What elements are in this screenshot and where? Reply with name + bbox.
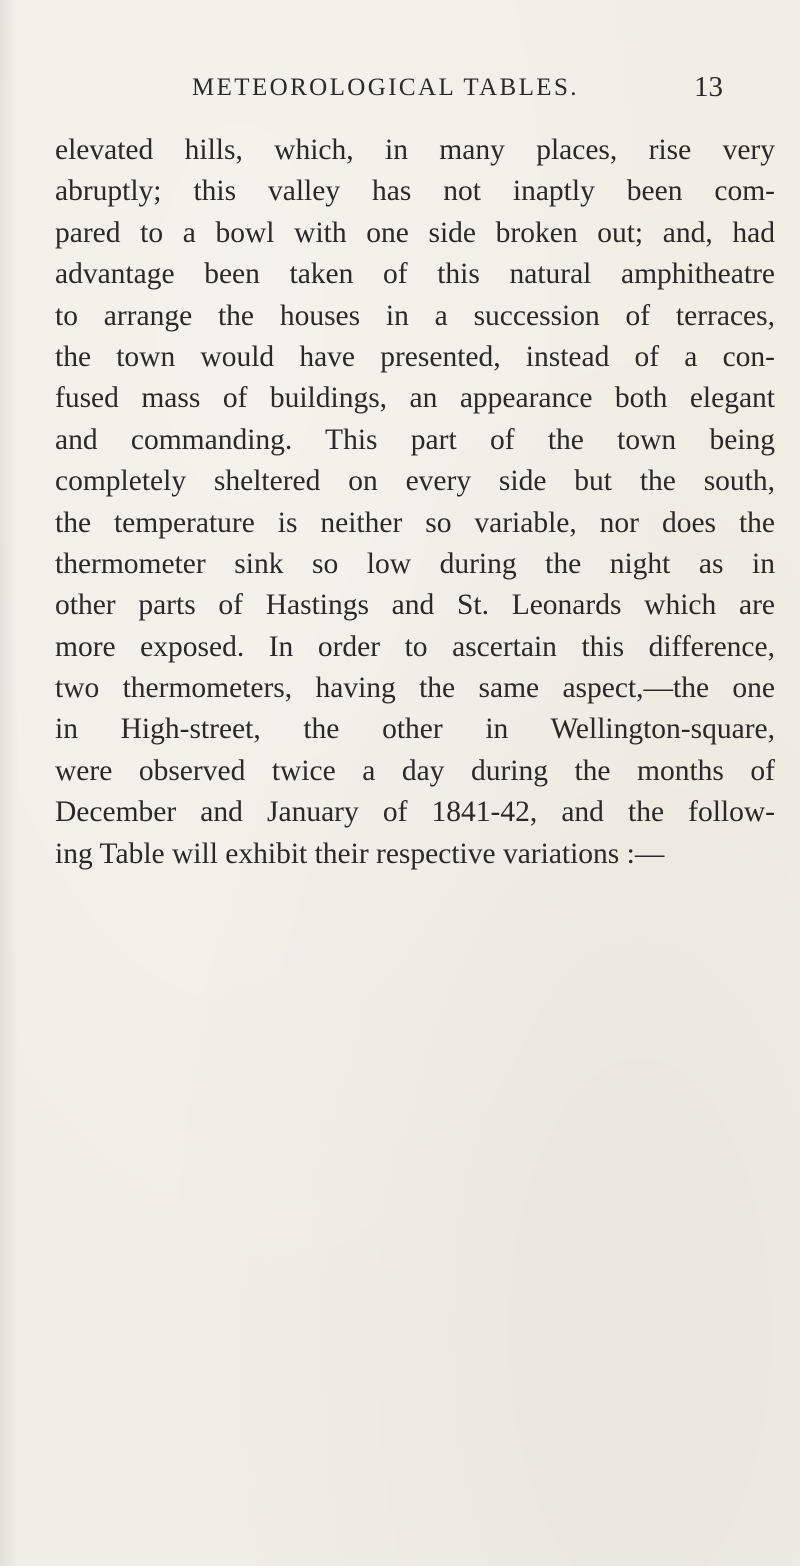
running-head — [0, 71, 800, 114]
text-line: December and January of 1841-42, and the follow- — [55, 796, 775, 829]
text-line: two thermometers, having the same aspect,—the one — [55, 672, 775, 705]
text-line: the town would have presented, instead of a con- — [55, 340, 775, 373]
page-number: 13 — [694, 71, 723, 103]
body-paragraph — [55, 130, 775, 875]
gutter-shadow — [0, 0, 18, 1566]
text-line: elevated hills, which, in many places, rise very — [55, 134, 775, 166]
text-line: the temperature is neither so variable, nor does the — [55, 506, 775, 539]
text-line: ing Table will exhibit their respective variations :— — [55, 837, 665, 870]
text-line: in High-street, the other in Wellington-square, — [55, 713, 775, 746]
text-line: pared to a bowl with one side broken out; and, had — [55, 216, 775, 249]
text-line: fused mass of buildings, an appearance both elegant — [55, 382, 775, 415]
text-line: advantage been taken of this natural amphitheatre — [55, 258, 775, 291]
text-line: to arrange the houses in a succession of terraces, — [55, 299, 775, 332]
text-line: completely sheltered on every side but the south, — [55, 465, 775, 498]
text-line: abruptly; this valley has not inaptly been com- — [55, 175, 775, 208]
text-line: more exposed. In order to ascertain this difference, — [55, 630, 775, 663]
text-line: other parts of Hastings and St. Leonards which are — [55, 589, 775, 622]
text-line: thermometer sink so low during the night as in — [55, 547, 775, 580]
text-line: and commanding. This part of the town being — [55, 423, 775, 456]
text-line: were observed twice a day during the months of — [55, 754, 775, 787]
running-title: METEOROLOGICAL TABLES. — [192, 74, 579, 101]
